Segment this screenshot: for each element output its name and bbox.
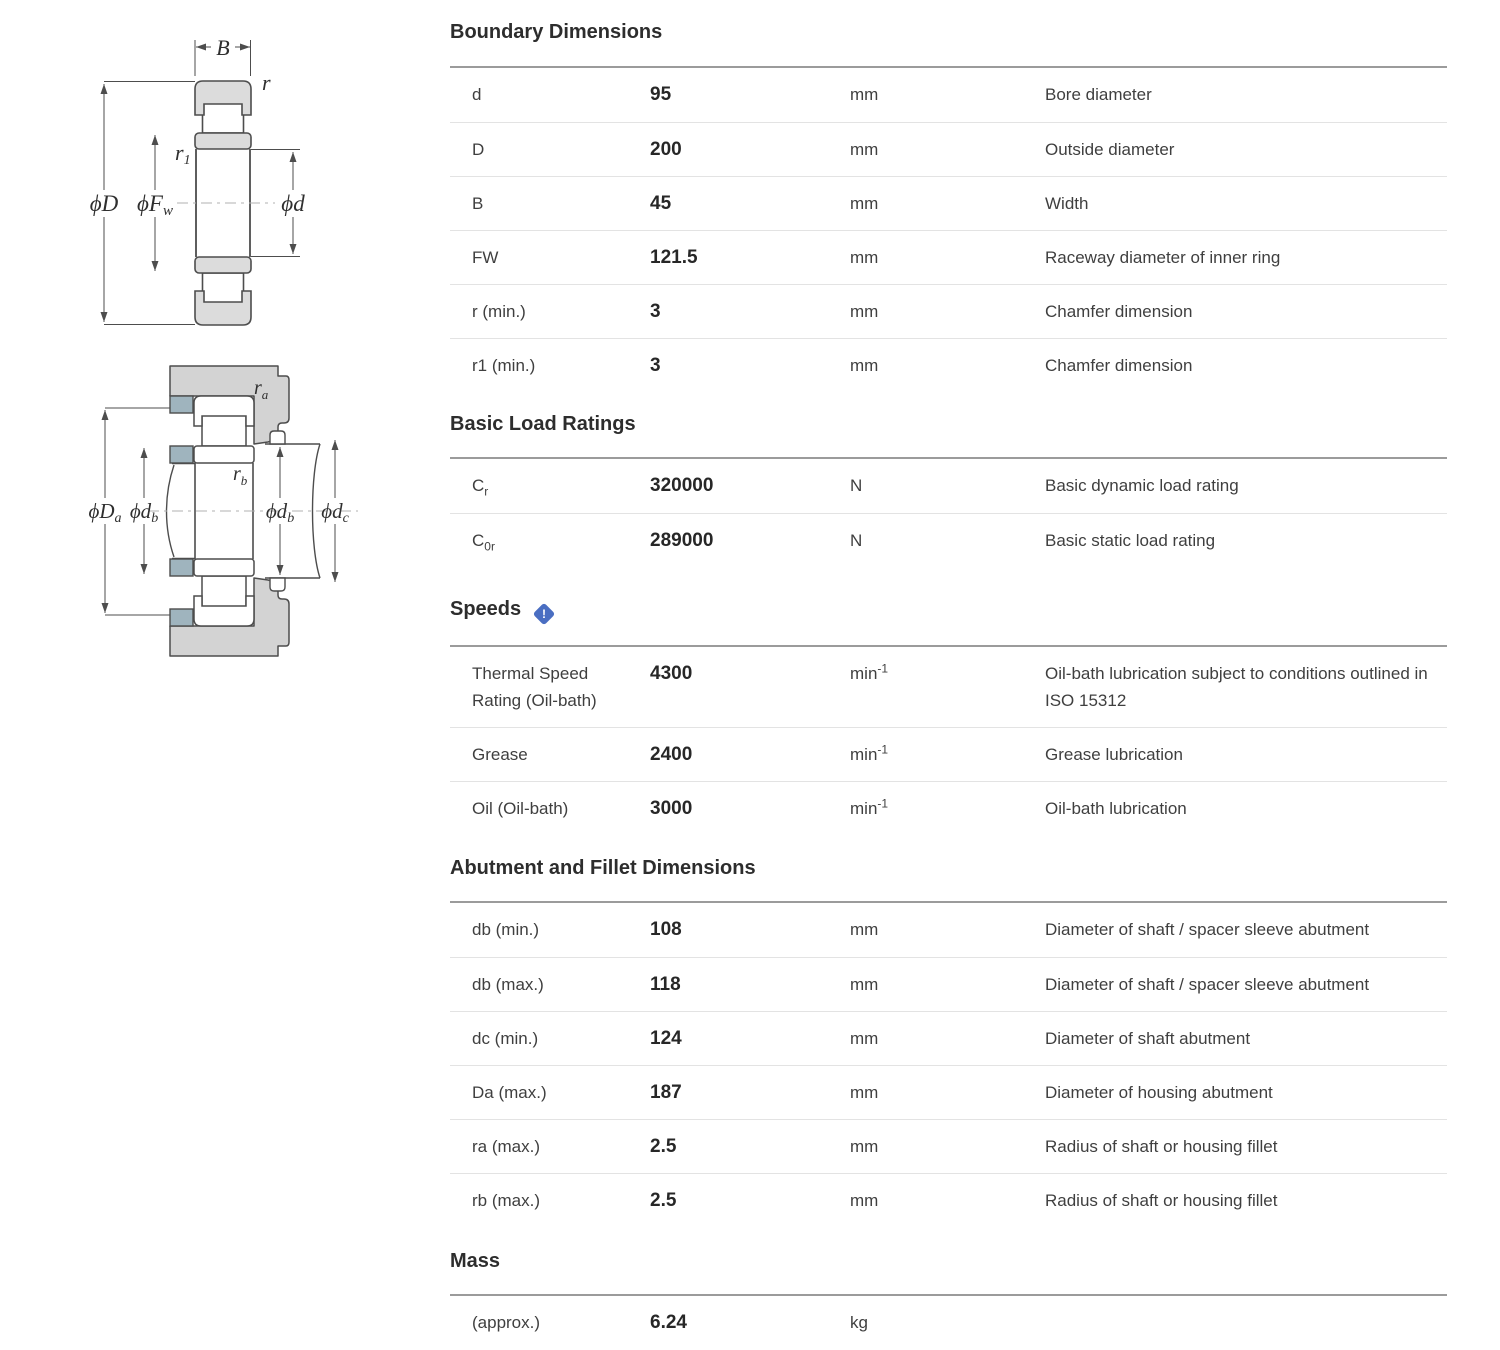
desc-cell: Grease lubrication [1045,745,1183,764]
param-cell: $C_r$ [472,476,489,499]
value-cell: 6.24 [650,1312,687,1333]
dim-label-chamfer-r: r [262,70,271,95]
param-cell: d [472,85,482,104]
desc-cell: Oil-bath lubrication subject to conditions outlined in ISO 15312 [1045,664,1428,710]
value-cell: 4300 [650,663,693,684]
param-cell: D [472,140,485,159]
desc-cell: Basic static load rating [1045,531,1216,550]
unit-cell: mm [850,1029,879,1048]
dim-label-shaft-abutment: ϕdb [265,499,295,526]
table-row [450,1119,1447,1173]
value-cell: 95 [650,84,672,105]
shaft-rib-bottom [270,578,285,591]
value-cell: 2.5 [650,1190,677,1211]
desc-cell: Chamfer dimension [1045,356,1193,375]
section-title-mass: Mass [450,1250,501,1272]
inner-ring-bottom [195,257,251,273]
desc-cell: Oil-bath lubrication [1045,799,1187,818]
unit-cell: mm [850,194,879,213]
table-row [450,459,1447,513]
param-cell: Thermal Speed Rating (Oil-bath) [472,664,597,710]
param-cell: dc (min.) [472,1029,539,1048]
value-cell: 2.5 [650,1136,677,1157]
param-cell: db (max.) [472,975,544,994]
param-cell: ra (max.) [472,1137,540,1156]
param-cell: FW [472,248,499,267]
inner-ring-top [195,133,251,149]
info-icon[interactable] [533,603,556,626]
param-cell: $C_{0r}$ [472,531,495,554]
unit-cell: mm [850,302,879,321]
section-title-boundary-dimensions: Boundary Dimensions [450,21,663,43]
desc-cell: Radius of shaft or housing fillet [1045,1191,1278,1210]
unit-cell: mm [850,920,879,939]
unit-cell: mm [850,248,879,267]
table-row [450,284,1447,338]
unit-cell: mm [850,356,879,375]
value-cell: 187 [650,1082,682,1103]
dim-label-fillet-ra: $r_a$ [254,377,269,402]
value-cell: 289000 [650,530,714,551]
dim-label-fillet-rb: $r_b$ [233,463,248,488]
value-cell: 108 [650,919,682,940]
abutment-fillet-table [450,901,1447,1227]
unit-cell: mm [850,1137,879,1156]
inner-ring-top [194,446,254,463]
unit-cell: mm [850,1191,879,1210]
table-row [450,122,1447,176]
desc-cell: Diameter of shaft / spacer sleeve abutment [1045,920,1370,939]
bearing-mounting-diagram [58,348,400,670]
desc-cell: Chamfer dimension [1045,302,1193,321]
unit-cell: $\min^{-1}$ [850,661,889,683]
table-row [450,1011,1447,1065]
desc-cell: Width [1045,194,1089,213]
unit-cell: $\min^{-1}$ [850,796,889,818]
dim-label-sleeve-abutment: ϕdb [129,499,159,526]
unit-cell: kg [850,1313,868,1332]
dim-label-width: B [216,35,230,60]
param-cell: db (min.) [472,920,540,939]
value-cell: 118 [650,974,681,995]
desc-cell: Diameter of shaft / spacer sleeve abutment [1045,975,1370,994]
desc-cell: Diameter of shaft abutment [1045,1029,1251,1048]
table-row [450,230,1447,284]
param-cell: rb (max.) [472,1191,540,1210]
boundary-dimensions-table [450,66,1447,392]
table-row [450,781,1447,835]
mass-table [450,1294,1447,1350]
table-row [450,513,1447,567]
table-row [450,647,1447,727]
unit-cell: mm [850,85,879,104]
param-cell: Grease [472,745,528,764]
table-row [450,338,1447,392]
dim-label-outer-diameter: ϕD [89,191,119,216]
dim-label-chamfer-r1: r1 [175,140,191,168]
unit-cell: mm [850,1083,879,1102]
desc-cell: Basic dynamic load rating [1045,476,1239,495]
info-icon-glyph: ! [542,607,547,621]
unit-cell: $\min^{-1}$ [850,742,889,764]
spacer-housing-bottom [170,609,193,626]
desc-cell: Bore diameter [1045,85,1152,104]
value-cell: 45 [650,193,672,214]
desc-cell: Diameter of housing abutment [1045,1083,1273,1102]
unit-cell: mm [850,975,879,994]
section-title-abutment-fillet: Abutment and Fillet Dimensions [450,857,756,879]
table-row [450,176,1447,230]
value-cell: 2400 [650,744,693,765]
desc-cell: Outside diameter [1045,140,1175,159]
section-title-basic-load-ratings: Basic Load Ratings [450,413,636,435]
param-cell: r (min.) [472,302,526,321]
dim-label-raceway-diameter: ϕFw [137,191,173,219]
param-cell: (approx.) [472,1313,541,1332]
table-row [450,1296,1447,1350]
table-row [450,727,1447,781]
speeds-table [450,645,1447,835]
param-cell: B [472,194,484,213]
param-cell: Da (max.) [472,1083,547,1102]
spacer-housing-top [170,396,193,413]
value-cell: 3 [650,301,661,322]
table-row [450,903,1447,957]
value-cell: 124 [650,1028,682,1049]
table-row [450,68,1447,122]
value-cell: 3 [650,355,661,376]
unit-cell: mm [850,140,879,159]
param-cell: Oil (Oil-bath) [472,799,569,818]
inner-ring-bottom [194,559,254,576]
desc-cell: Radius of shaft or housing fillet [1045,1137,1278,1156]
spacer-shaft-top [170,446,193,463]
unit-cell: N [850,476,863,495]
dim-label-bore-diameter: ϕd [281,191,305,216]
bearing-cross-section-diagram [85,18,385,340]
param-cell: r1 (min.) [472,356,536,375]
table-row [450,957,1447,1011]
value-cell: 200 [650,139,682,160]
spec-panel [450,0,1447,1348]
basic-load-ratings-table [450,457,1447,567]
shaft-rib-top [270,431,285,444]
spacer-shaft-bottom [170,559,193,576]
table-row [450,1173,1447,1227]
value-cell: 3000 [650,798,693,819]
value-cell: 320000 [650,475,714,496]
desc-cell: Raceway diameter of inner ring [1045,248,1281,267]
dim-label-shaft-shoulder: ϕdc [321,499,349,526]
section-title-speeds: Speeds ! [450,597,552,621]
dim-label-housing-abutment: ϕDa [88,499,122,526]
table-row [450,1065,1447,1119]
unit-cell: N [850,531,863,550]
value-cell: 121.5 [650,247,698,268]
